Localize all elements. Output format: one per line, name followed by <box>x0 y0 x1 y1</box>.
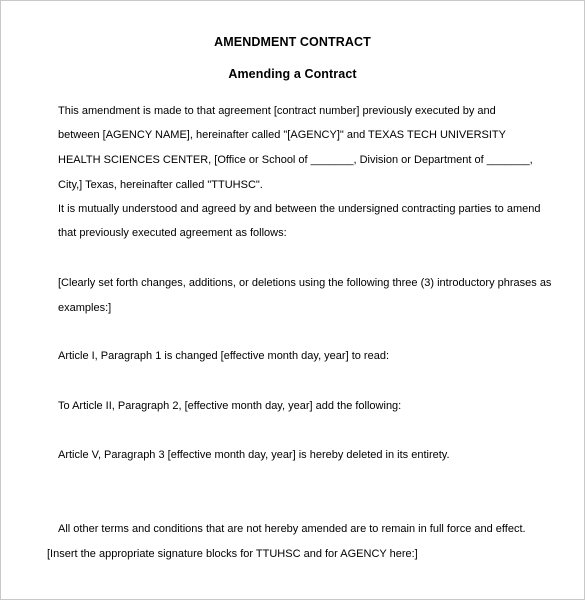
paragraph-line: between [AGENCY NAME], hereinafter called "[AGENCY]" and TEXAS TECH UNIVERSITY <box>58 129 506 141</box>
paragraph-line: [Insert the appropriate signature blocks for TTUHSC and for AGENCY here:] <box>47 548 418 560</box>
paragraph-line: Article I, Paragraph 1 is changed [effective month day, year] to read: <box>58 350 389 362</box>
document-subtitle: Amending a Contract <box>228 67 357 81</box>
paragraph-line: All other terms and conditions that are not hereby amended are to remain in full force and effect. <box>58 523 526 535</box>
paragraph-line: This amendment is made to that agreement [contract number] previously executed by and <box>58 105 496 117</box>
paragraph-line: Article V, Paragraph 3 [effective month day, year] is hereby deleted in its entirety. <box>58 449 450 461</box>
paragraph-line: that previously executed agreement as follows: <box>58 227 287 239</box>
paragraph-line: To Article II, Paragraph 2, [effective month day, year] add the following: <box>58 400 402 412</box>
paragraph-line: City,] Texas, hereinafter called "TTUHSC". <box>58 179 263 191</box>
document-title: AMENDMENT CONTRACT <box>214 35 371 49</box>
paragraph-line: It is mutually understood and agreed by and between the undersigned contracting parties to amend <box>58 203 541 215</box>
paragraph-line: [Clearly set forth changes, additions, or deletions using the following three (3) introductory phrases as <box>58 277 552 289</box>
paragraph-line: examples:] <box>58 302 112 314</box>
paragraph-line: HEALTH SCIENCES CENTER, [Office or School of _______, Division or Department of _______, <box>58 154 533 166</box>
